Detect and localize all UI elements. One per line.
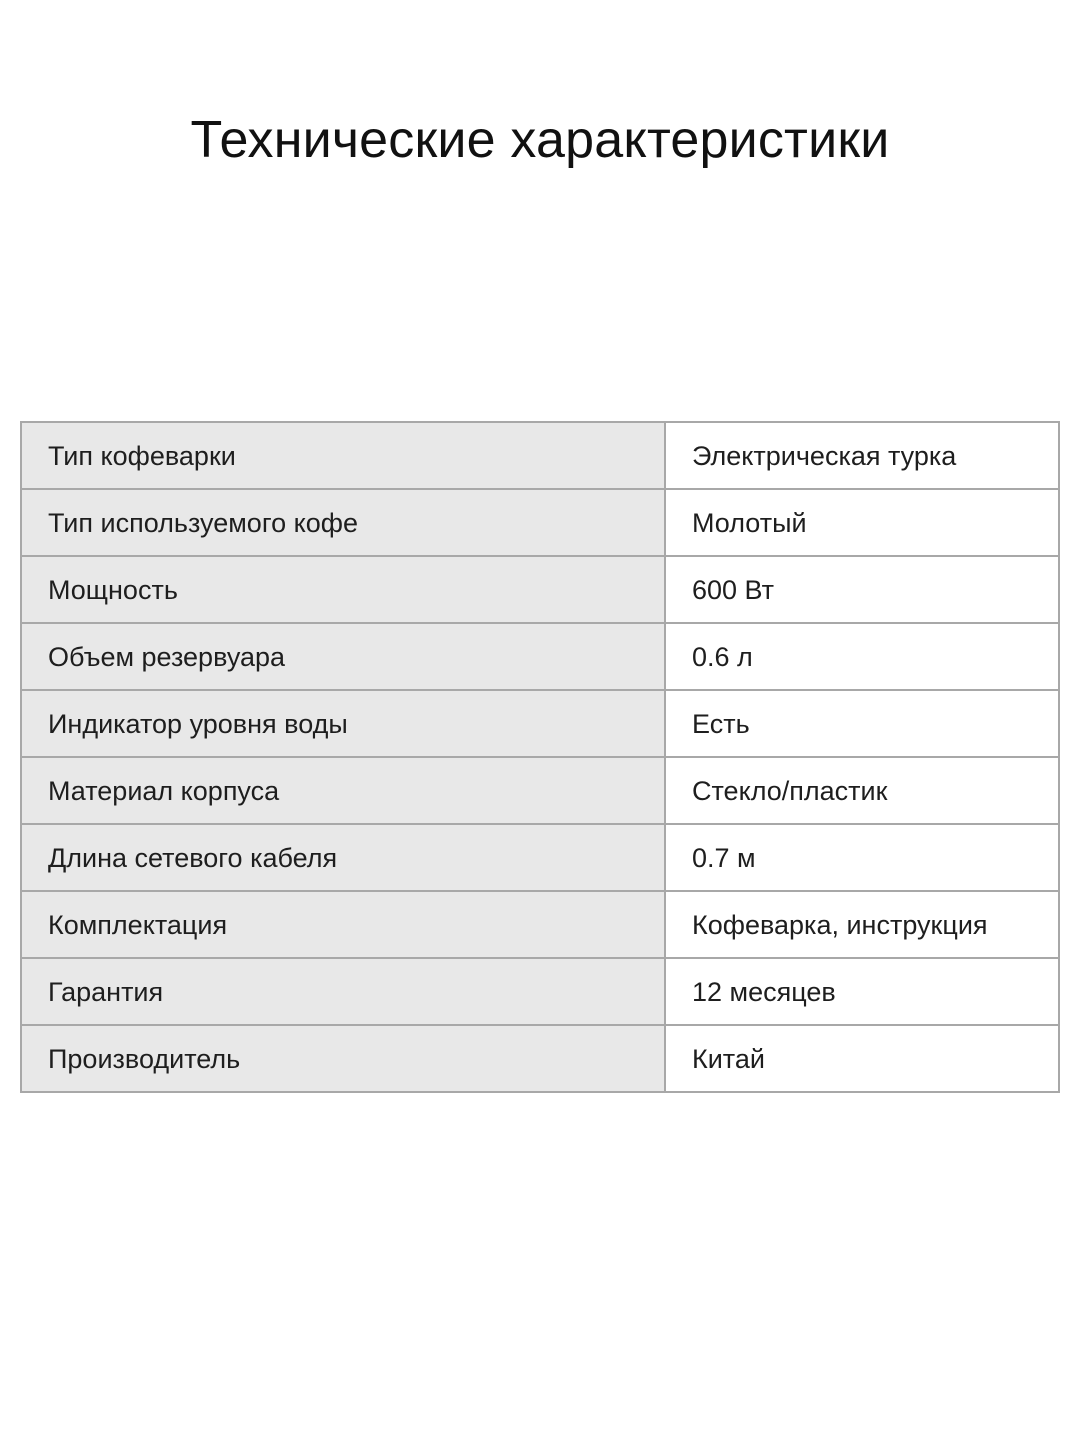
spec-value: Китай [665,1025,1059,1092]
spec-table [20,421,1060,1093]
table-row [21,489,1059,556]
spec-label: Производитель [21,1025,665,1092]
spec-value: Электрическая турка [665,422,1059,489]
page-title: Технические характеристики [190,111,890,169]
table-row [21,891,1059,958]
spec-label: Тип используемого кофе [21,489,665,556]
table-row [21,824,1059,891]
spec-label: Комплектация [21,891,665,958]
spec-value: 0.7 м [665,824,1059,891]
spec-label: Мощность [21,556,665,623]
spec-value: Кофеварка, инструкция [665,891,1059,958]
table-row [21,422,1059,489]
spec-label: Материал корпуса [21,757,665,824]
table-row [21,690,1059,757]
spec-label: Объем резервуара [21,623,665,690]
table-row [21,1025,1059,1092]
spec-label: Длина сетевого кабеля [21,824,665,891]
spec-label: Тип кофеварки [21,422,665,489]
table-row [21,958,1059,1025]
table-row [21,556,1059,623]
spec-value: Молотый [665,489,1059,556]
spec-value: Стекло/пластик [665,757,1059,824]
spec-label: Гарантия [21,958,665,1025]
table-row [21,623,1059,690]
table-row [21,757,1059,824]
spec-value: 12 месяцев [665,958,1059,1025]
spec-value: Есть [665,690,1059,757]
spec-label: Индикатор уровня воды [21,690,665,757]
spec-value: 0.6 л [665,623,1059,690]
spec-value: 600 Вт [665,556,1059,623]
